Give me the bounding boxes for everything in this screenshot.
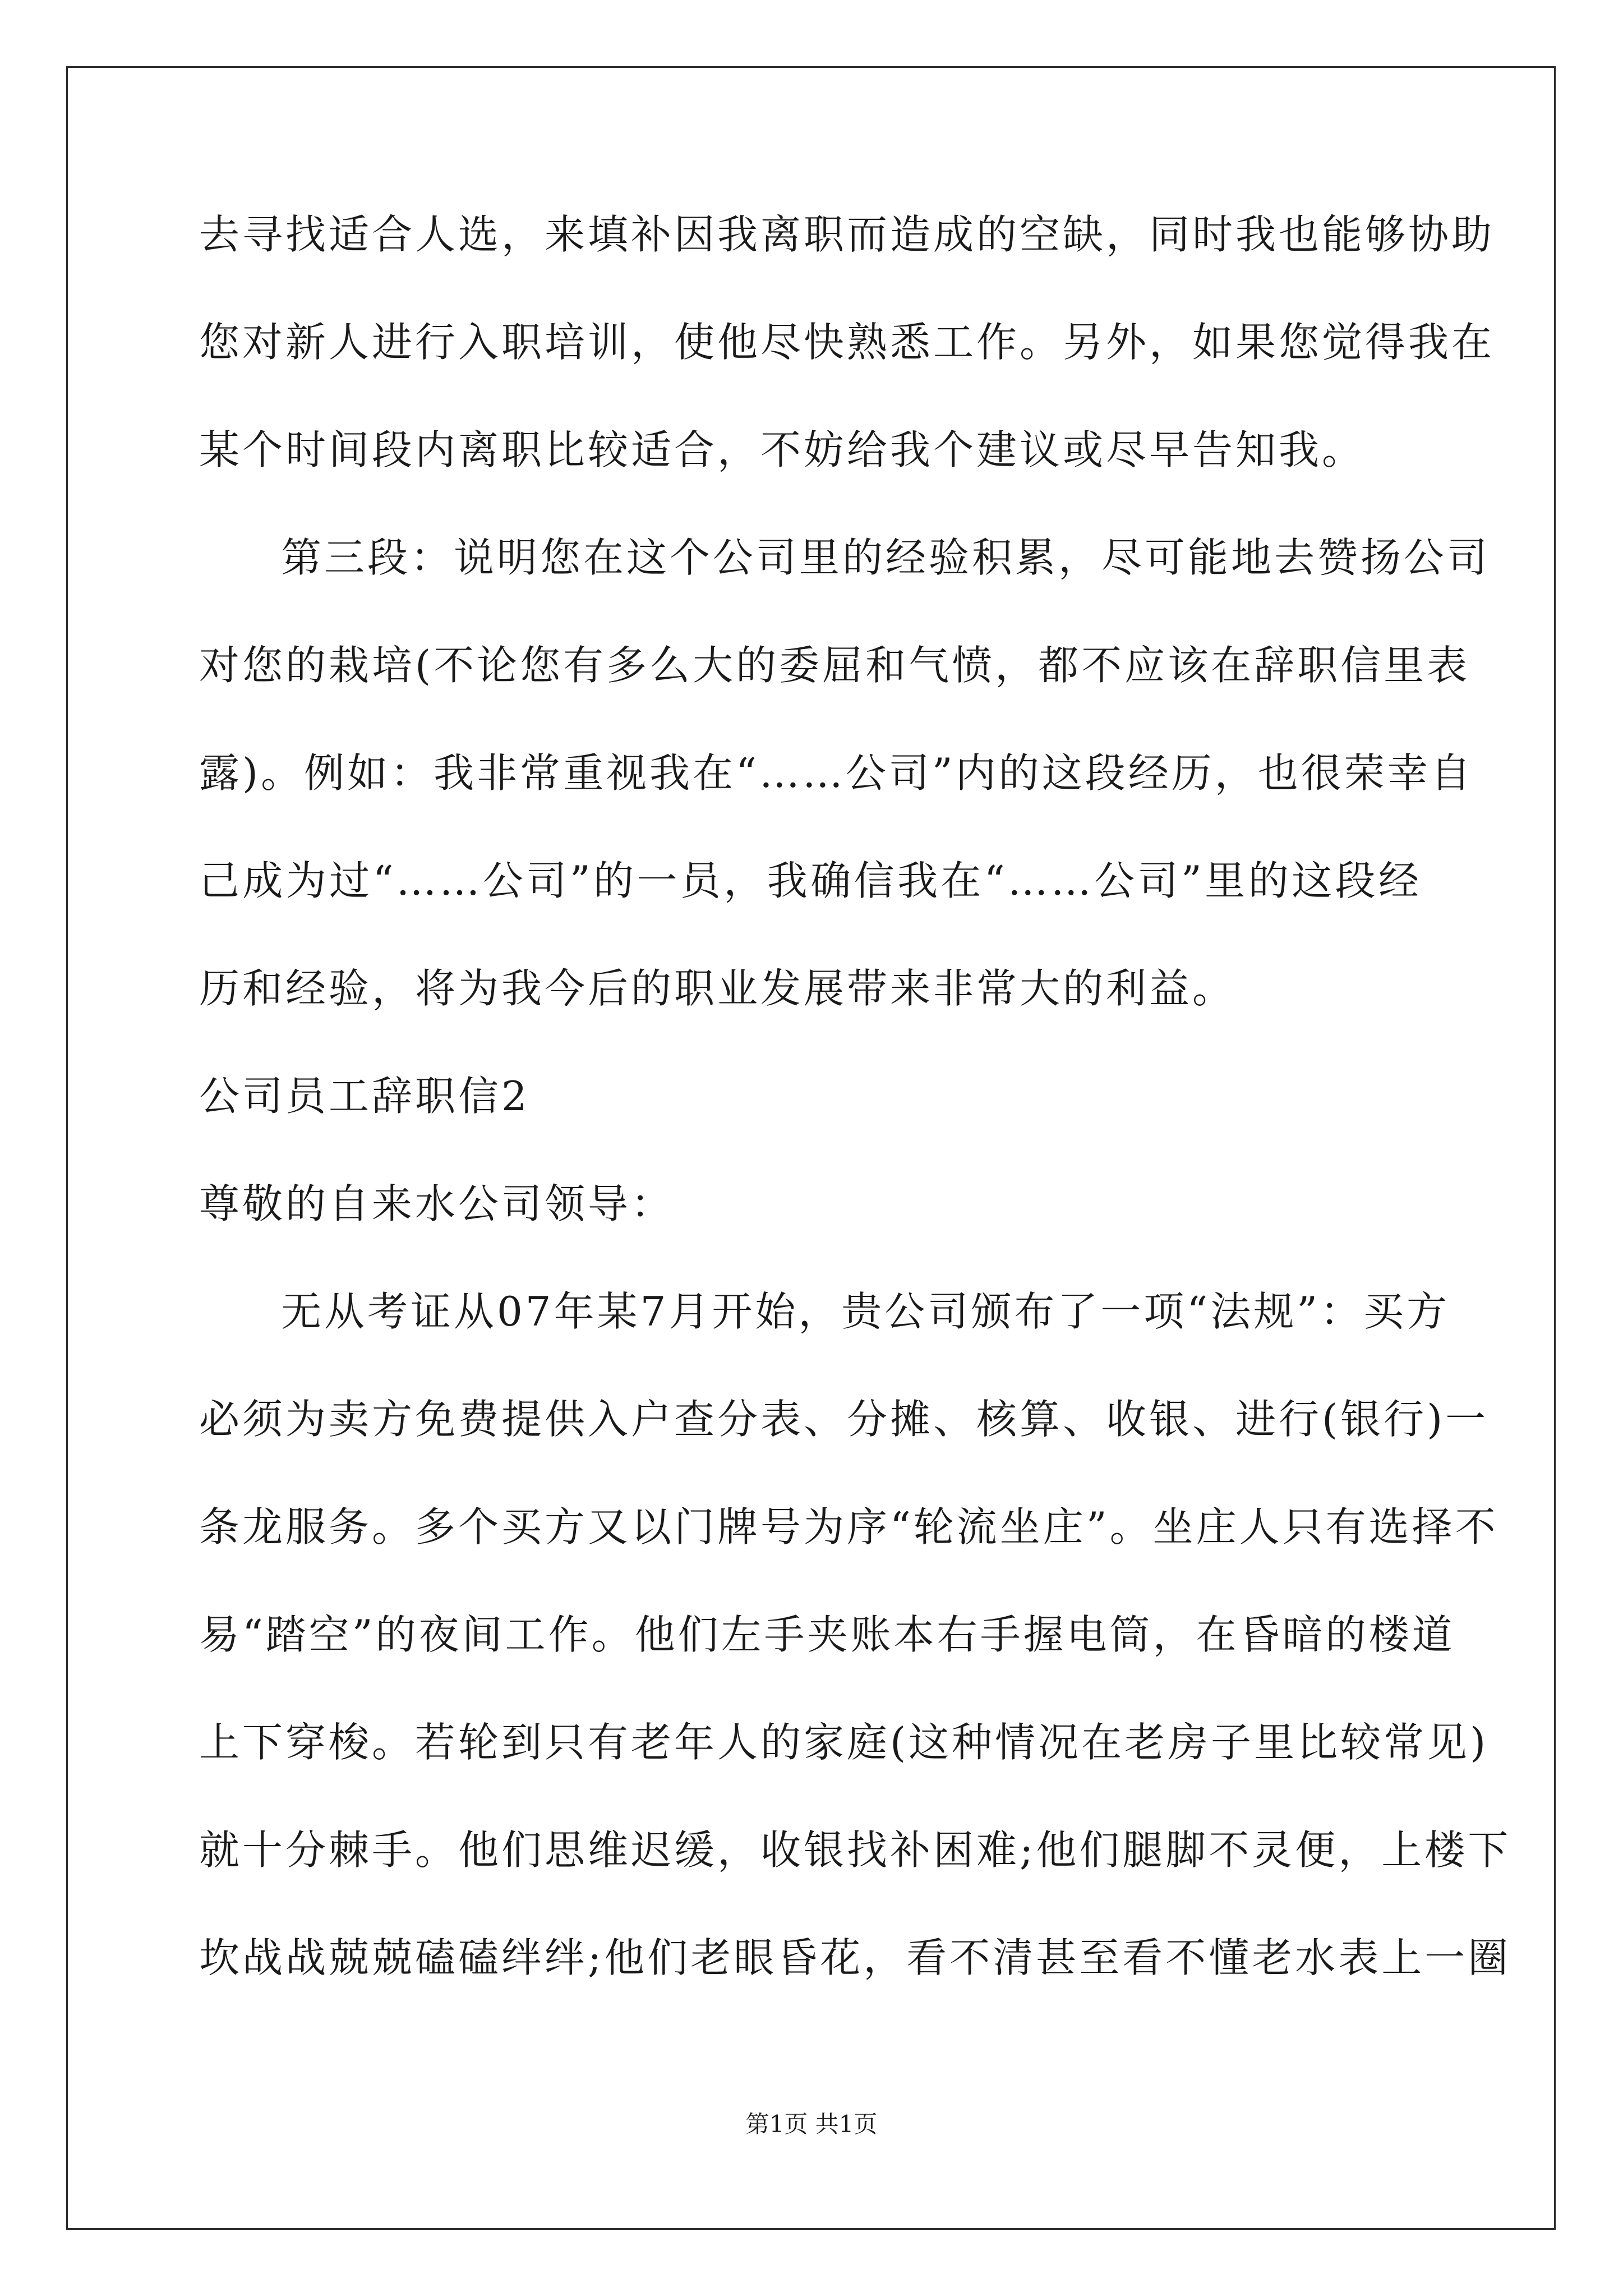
paragraph-start-line: 第三段：说明您在这个公司里的经验积累，尽可能地去赞扬公司: [281, 534, 1491, 581]
text-line: 就十分棘手。他们思维迟缓，收银找补困难;他们腿脚不灵便，上楼下: [199, 1826, 1511, 1874]
text-line: 对您的栽培(不论您有多么大的委屈和气愤，都不应该在辞职信里表: [199, 642, 1470, 689]
paragraph-start-line: 无从考证从07年某7月开始，贵公司颁布了一项“法规”：买方: [281, 1288, 1450, 1335]
text-line: 去寻找适合人选，来填补因我离职而造成的空缺，同时我也能够协助: [199, 211, 1495, 258]
document-body: [199, 208, 1511, 1985]
text-line: 历和经验，将为我今后的职业发展带来非常大的利益。: [199, 965, 1236, 1012]
text-line: 坎战战兢兢磕磕绊绊;他们老眼昏花，看不清甚至看不懂老水表上一圈: [199, 1934, 1511, 1981]
text-line: 己成为过“……公司”的一员，我确信我在“……公司”里的这段经: [199, 857, 1422, 904]
text-line: 条龙服务。多个买方又以门牌号为序“轮流坐庄”。坐庄人只有选择不: [199, 1503, 1498, 1550]
page-footer: 第1页 共1页: [745, 2110, 878, 2138]
text-line: 易“踏空”的夜间工作。他们左手夹账本右手握电筒，在昏暗的楼道: [199, 1611, 1455, 1658]
salutation: 尊敬的自来水公司领导：: [199, 1180, 675, 1227]
text-line: 露)。例如：我非常重视我在“……公司”内的这段经历，也很荣幸自: [199, 749, 1474, 797]
text-line: 某个时间段内离职比较适合，不妨给我个建议或尽早告知我。: [199, 426, 1366, 473]
text-line: 您对新人进行入职培训，使他尽快熟悉工作。另外，如果您觉得我在: [199, 319, 1495, 366]
text-line: 上下穿梭。若轮到只有老年人的家庭(这种情况在老房子里比较常见): [199, 1719, 1489, 1766]
text-line: 必须为卖方免费提供入户查分表、分摊、核算、收银、进行(银行)一: [199, 1396, 1489, 1443]
section-heading: 公司员工辞职信2: [199, 1073, 530, 1120]
